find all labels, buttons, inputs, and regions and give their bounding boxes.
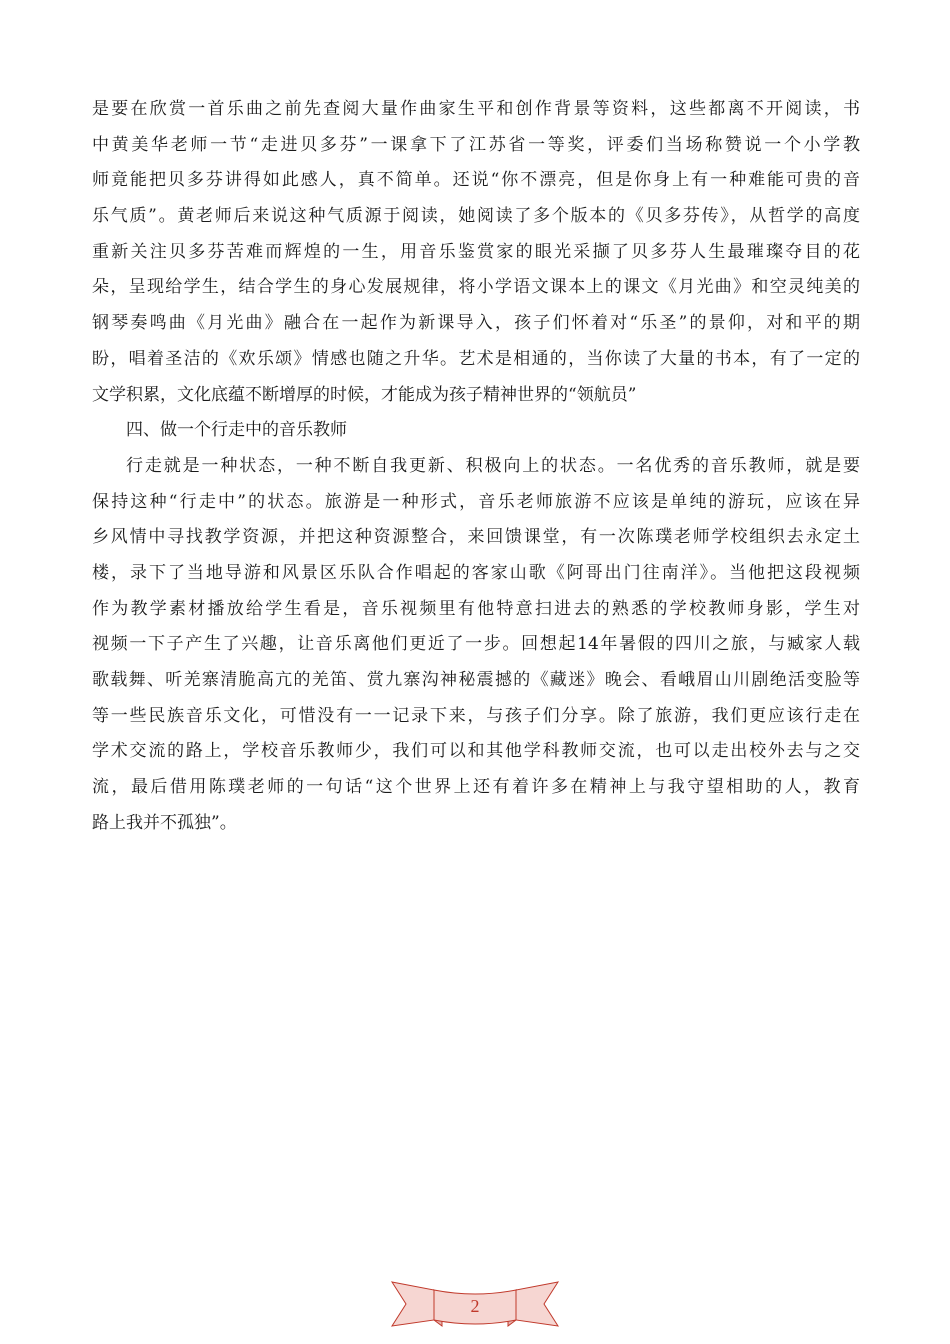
text-line: 乡风情中寻找教学资源，并把这种资源整合，来回馈课堂，有一次陈璞老师学校组织去永定土 [92, 527, 860, 548]
text-line: 楼，录下了当地导游和风景区乐队合作唱起的客家山歌《阿哥出门往南洋》。当他把这段视频 [92, 562, 860, 583]
text-line: 是要在欣赏一首乐曲之前先查阅大量作曲家生平和创作背景等资料，这些都离不开阅读，书 [92, 99, 860, 119]
text-line: 保持这种“行走中”的状态。旅游是一种形式，音乐老师旅游不应该是单纯的游玩，应该在异 [92, 491, 860, 512]
text-line: 师竟能把贝多芬讲得如此感人，真不简单。还说“你不漂亮，但是你身上有一种难能可贵的音 [92, 170, 860, 191]
section-heading: 四、做一个行走中的音乐教师 [126, 420, 347, 441]
text-line: 朵，呈现给学生，结合学生的身心发展规律，将小学语文课本上的课文《月光曲》和空灵纯美的 [92, 277, 860, 298]
text-line: 中黄美华老师一节“走进贝多芬”一课拿下了江苏省一等奖，评委们当场称赞说一个小学教 [92, 134, 860, 155]
text-line: 乐气质”。黄老师后来说这种气质源于阅读，她阅读了多个版本的《贝多芬传》，从哲学的高度 [92, 206, 860, 227]
text-line: 路上我并不孤独”。 [92, 812, 237, 833]
paragraph-continued [92, 92, 860, 413]
text-line: 文学积累，文化底蕴不断增厚的时候，才能成为孩子精神世界的“领航员” [92, 384, 637, 405]
paragraph-section-4 [92, 449, 860, 842]
text-line: 歌载舞、听羌寨清脆高亢的羌笛、赏九寨沟神秘震撼的《藏迷》晚会、看峨眉山川剧绝活变脸等 [92, 670, 860, 690]
text-line: 盼，唱着圣洁的《欢乐颂》情感也随之升华。艺术是相通的，当你读了大量的书本，有了一定的 [92, 348, 860, 369]
document-body [92, 92, 860, 841]
text-line: 钢琴奏鸣曲《月光曲》融合在一起作为新课导入，孩子们怀着对“乐圣”的景仰，对和平的期 [92, 313, 860, 334]
text-line: 视频一下子产生了兴趣，让音乐离他们更近了一步。回想起14年暑假的四川之旅，与臧家人载 [92, 634, 860, 655]
text-line: 等一些民族音乐文化，可惜没有一一记录下来，与孩子们分享。除了旅游，我们更应该行走在 [92, 705, 860, 726]
page-number: 2 [470, 1296, 480, 1316]
text-line: 学术交流的路上，学校音乐教师少，我们可以和其他学科教师交流，也可以走出校外去与之交 [92, 741, 860, 762]
text-line: 流，最后借用陈璞老师的一句话“这个世界上还有着许多在精神上与我守望相助的人，教育 [92, 777, 860, 798]
text-line: 重新关注贝多芬苦难而辉煌的一生，用音乐鉴赏家的眼光采撷了贝多芬人生最璀璨夺目的花 [92, 241, 860, 262]
page-footer [390, 1268, 560, 1330]
text-line: 作为教学素材播放给学生看是，音乐视频里有他特意扫进去的熟悉的学校教师身影，学生对 [92, 598, 860, 619]
text-line: 行走就是一种状态，一种不断自我更新、积极向上的状态。一名优秀的音乐教师，就是要 [126, 455, 860, 476]
